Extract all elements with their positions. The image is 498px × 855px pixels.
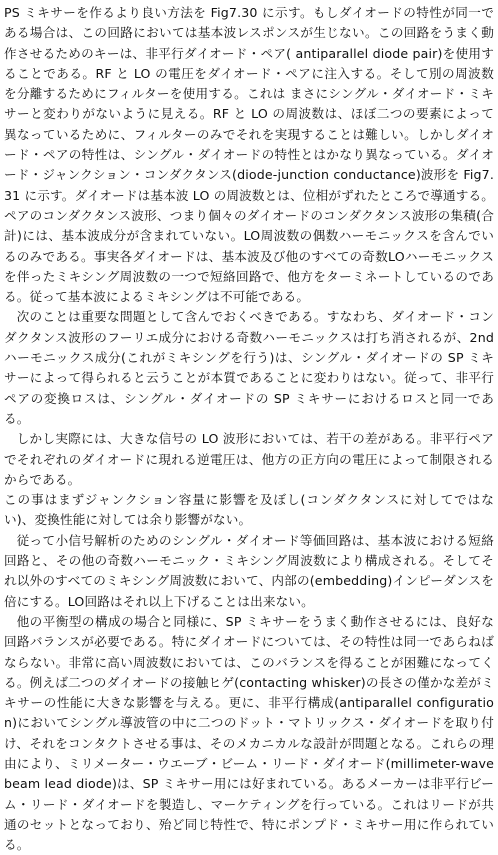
paragraph-junction-capacitance: この事はまずジャンクション容量に影響を及ぼし(コンダクタンスに対してではない)、変換性能に対しては余り影響がない。 (4, 492, 494, 528)
paragraph-equivalent-circuit: 従って小信号解析のためのシングル・ダイオード等価回路は、基本波における短絡回路と、その他の奇数ハーモニック・ミキシング周波数により構成される。そしてそれ以外のすべてのミキシング周波数において、内部の(embedding)インピーダンスを倍にする。LO回路はそれ以上下げることは出来ない。 (4, 532, 494, 609)
paragraph-sp-mixer-intro: PS ミキサーを作るより良い方法を Fig7.30 に示す。もしダイオードの特性が同一である場合は、この回路においては基本波レスポンスが生じない。この回路をうまく動作させるためのキーは、非平行ダイオード・ペア( antiparallel diode pair)を使用することである。RF と LO の電圧をダイオード・ペアに注入する。そして別の周波数を分離するためにフィルターを使用する。これは まさにシングル・ダイオード・ミキサーと変わりがないように見える。RF と LO の周波数は、ほぼ二つの要素によって異なっているために、フィルターのみでそれを実現することは難しい。しかしダイオード・ペアの特性は、シングル・ダイオードの特性とはかなり異なっている。ダイオード・ジャンクション・コンダクタンス(diode-junction conductance)波形を Fig7.31 に示す。ダイオードは基本波 LO の周波数とは、位相がずれたところで導通する。ペアのコンダクタンス波形、つまり個々のダイオードのコンダクタンス波形の集積(合計)には、基本波成分が含まれていない。LO周波数の偶数ハーモニックスを含んでいるのみである。事実各ダイオードは、基本波及び他のすべての奇数LOハーモニックスを伴ったミキシング周波数の一つで短絡回路で、他方をターミネートしているのである。従って基本波によるミキシングは不可能である。 (4, 5, 494, 305)
paragraph-harmonics: 次のことは重要な問題として含んでおくべきである。すなわち、ダイオード・コンダクタンス波形のフーリエ成分における奇数ハーモニックスは打ち消されるが、2nd ハーモニックス成分(これがミキシングを行う)は、シングル・ダイオードの SP ミキサーによって得られると云うことが本質であることに変わりはない。従って、非平行ペアの変換ロスは、シングル・ダイオードの SP ミキサーにおけるロスと同一である。 (4, 309, 498, 426)
paragraph-balance: 他の平衡型の構成の場合と同様に、SP ミキサーをうまく動作させるには、良好な回路バランスが必要である。特にダイオードについては、その特性は同一であらねばならない。非常に高い周波数においては、このバランスを得ることが困難になってくる。例えば二つのダイオードの接触ヒゲ(contacting whisker)の長さの僅かな差がミキサーの性能に大きな影響を与える。更に、非平行構成(antiparallel configuration)においてシングル導波管の中に二つのドット・マトリックス・ダイオードを取り付け、それをコンタクトさせる事は、そのメカニカルな設計が問題となる。これらの理由により、ミリメーター・ウエーブ・ビーム・リード・ダイオード(millimeter-wave beam lead diode)は、SP ミキサー用には好まれている。あるメーカーは非平行ビーム・リード・ダイオードを製造し、マーケティングを行っている。これはリードが共通のセットとなっており、殆ど同じ特性で、特にポンプド・ミキサー用に作られている。 (4, 613, 498, 853)
document-page (4, 3, 498, 853)
paragraph-large-signal: しかし実際には、大きな信号の LO 波形においては、若干の差がある。非平行ペアでそれぞれのダイオードに現れる逆電圧は、他方の正方向の電圧によって制限されるからである。 (4, 431, 494, 487)
